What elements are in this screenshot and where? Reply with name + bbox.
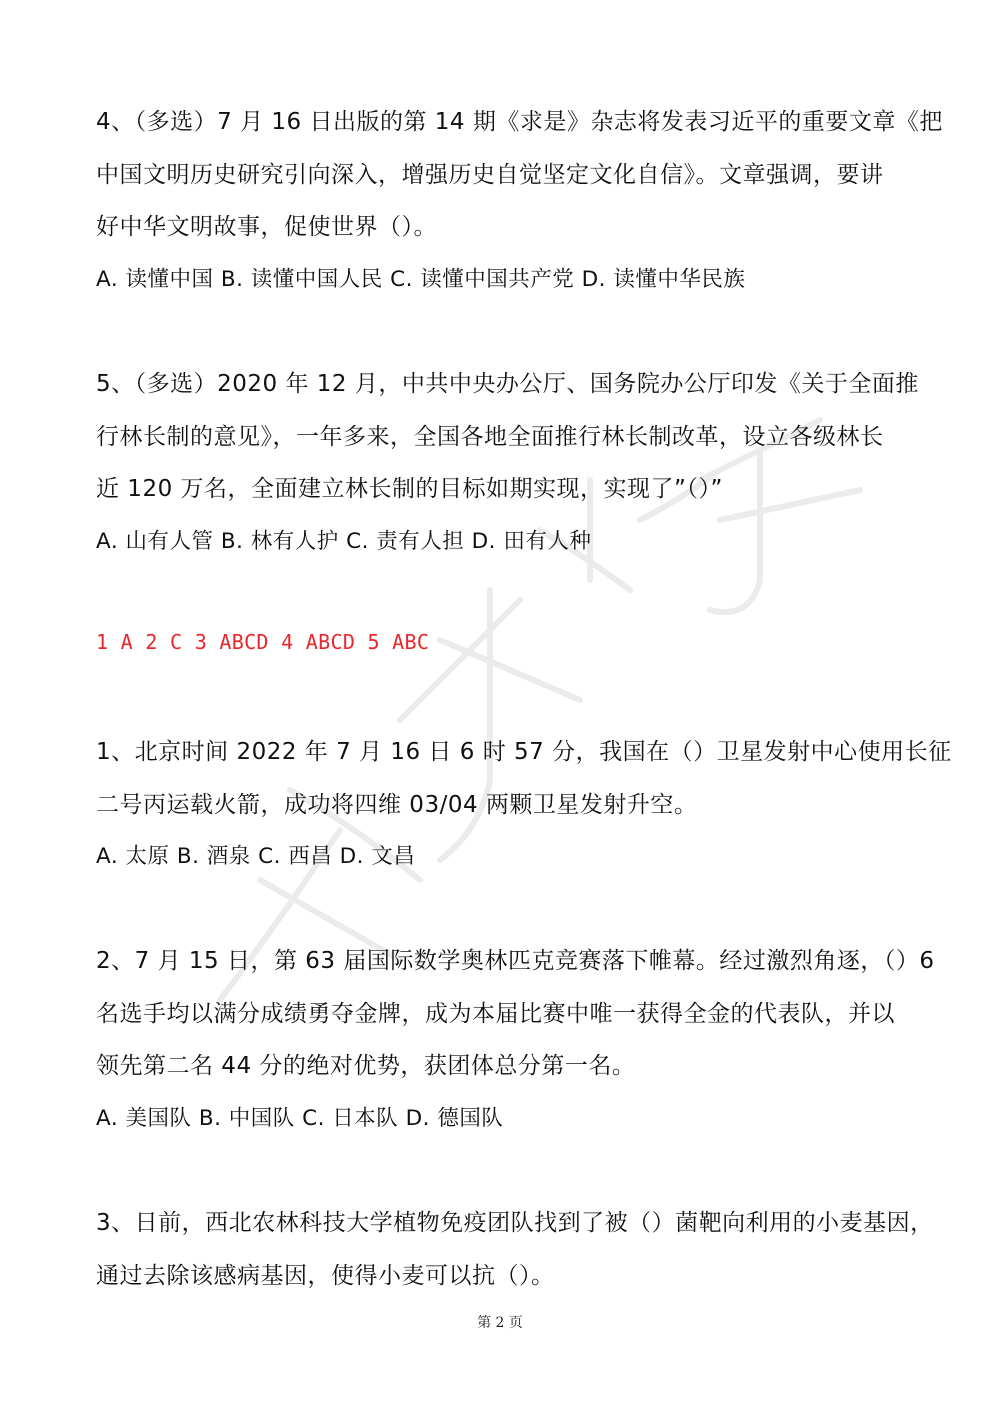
question-2-line-1: 2、7 月 15 日，第 63 届国际数学奥林匹克竞赛落下帷幕。经过激烈角逐，（）6 bbox=[96, 948, 935, 974]
question-5 bbox=[96, 358, 919, 568]
question-4-line-1: 4、（多选）7 月 16 日出版的第 14 期《求是》杂志将发表习近平的重要文章《把 bbox=[96, 109, 943, 135]
answer-key: 1 A 2 C 3 ABCD 4 ABCD 5 ABC bbox=[96, 630, 430, 654]
question-2 bbox=[96, 935, 935, 1145]
question-1-line-1: 1、北京时间 2022 年 7 月 16 日 6 时 57 分，我国在（）卫星发射中心使用长征 bbox=[96, 739, 952, 765]
question-3-line-2: 通过去除该感病基因，使得小麦可以抗（）。 bbox=[96, 1262, 555, 1289]
question-5-line-3: 近 120 万名，全面建立林长制的目标如期实现，实现了”（）” bbox=[96, 476, 723, 502]
question-1-options: A. 太原 B. 酒泉 C. 西昌 D. 文昌 bbox=[96, 844, 416, 869]
question-2-line-2: 名选手均以满分成绩勇夺金牌，成为本届比赛中唯一获得全金的代表队，并以 bbox=[96, 1000, 895, 1027]
question-5-options: A. 山有人管 B. 林有人护 C. 责有人担 D. 田有人种 bbox=[96, 528, 592, 554]
question-3 bbox=[96, 1197, 934, 1302]
question-4 bbox=[96, 96, 943, 306]
question-3-line-1: 3、日前，西北农林科技大学植物免疫团队找到了被（）菌靶向利用的小麦基因， bbox=[96, 1210, 934, 1236]
question-4-line-2: 中国文明历史研究引向深入，增强历史自觉坚定文化自信》。文章强调，要讲 bbox=[96, 161, 884, 188]
question-1-line-2: 二号丙运载火箭，成功将四维 03/04 两颗卫星发射升空。 bbox=[96, 791, 698, 818]
question-4-line-3: 好中华文明故事，促使世界（）。 bbox=[96, 214, 437, 240]
question-2-line-3: 领先第二名 44 分的绝对优势，获团体总分第一名。 bbox=[96, 1053, 636, 1079]
question-1 bbox=[96, 726, 952, 884]
question-4-options: A. 读懂中国 B. 读懂中国人民 C. 读懂中国共产党 D. 读懂中华民族 bbox=[96, 266, 746, 292]
question-2-options: A. 美国队 B. 中国队 C. 日本队 D. 德国队 bbox=[96, 1105, 504, 1131]
question-5-line-1: 5、（多选）2020 年 12 月，中共中央办公厅、国务院办公厅印发《关于全面推 bbox=[96, 371, 919, 397]
question-5-line-2: 行林长制的意见》，一年多来，全国各地全面推行林长制改革，设立各级林长 bbox=[96, 423, 884, 450]
page-number: 第 2 页 bbox=[477, 1315, 523, 1331]
